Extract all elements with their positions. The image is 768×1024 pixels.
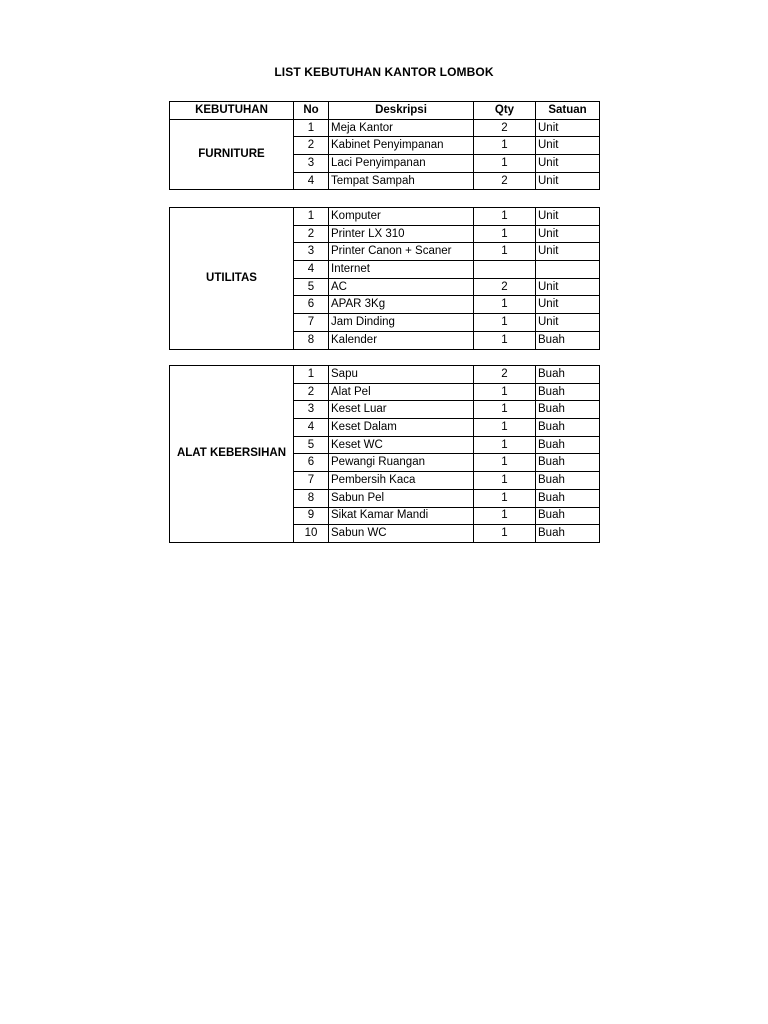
item-unit: Buah [536, 507, 600, 525]
table-row [170, 208, 600, 226]
header-qty: Qty [474, 102, 536, 120]
item-qty: 1 [474, 401, 536, 419]
item-qty: 1 [474, 314, 536, 332]
item-unit: Unit [536, 278, 600, 296]
item-qty: 1 [474, 525, 536, 543]
item-description: Kabinet Penyimpanan [329, 137, 474, 155]
item-no: 2 [294, 383, 329, 401]
item-no: 2 [294, 137, 329, 155]
item-qty: 1 [474, 331, 536, 349]
item-qty: 1 [474, 383, 536, 401]
item-unit: Unit [536, 119, 600, 137]
category-cell: UTILITAS [170, 208, 294, 350]
item-no: 2 [294, 225, 329, 243]
item-no: 3 [294, 401, 329, 419]
item-no: 4 [294, 419, 329, 437]
item-qty: 2 [474, 366, 536, 384]
item-no: 6 [294, 296, 329, 314]
item-unit: Unit [536, 296, 600, 314]
item-no: 5 [294, 278, 329, 296]
item-description: Internet [329, 261, 474, 279]
item-description: Pembersih Kaca [329, 472, 474, 490]
item-qty: 1 [474, 137, 536, 155]
item-unit [536, 261, 600, 279]
item-no: 7 [294, 314, 329, 332]
item-qty: 1 [474, 472, 536, 490]
category-cell: FURNITURE [170, 119, 294, 190]
item-description: Komputer [329, 208, 474, 226]
item-qty: 1 [474, 454, 536, 472]
item-description: Keset Dalam [329, 419, 474, 437]
item-unit: Buah [536, 419, 600, 437]
item-unit: Unit [536, 314, 600, 332]
item-qty: 1 [474, 225, 536, 243]
item-qty: 1 [474, 436, 536, 454]
table-row [170, 119, 600, 137]
item-description: Laci Penyimpanan [329, 155, 474, 173]
item-qty: 1 [474, 155, 536, 173]
item-unit: Unit [536, 155, 600, 173]
item-description: Sapu [329, 366, 474, 384]
item-no: 1 [294, 366, 329, 384]
table-row [170, 366, 600, 384]
item-description: Sabun Pel [329, 489, 474, 507]
item-description: Pewangi Ruangan [329, 454, 474, 472]
item-no: 8 [294, 489, 329, 507]
item-unit: Buah [536, 401, 600, 419]
item-description: AC [329, 278, 474, 296]
item-description: Sikat Kamar Mandi [329, 507, 474, 525]
item-unit: Unit [536, 137, 600, 155]
table-header-row [170, 102, 600, 120]
item-description: Sabun WC [329, 525, 474, 543]
document-title: LIST KEBUTUHAN KANTOR LOMBOK [274, 65, 494, 79]
item-description: Alat Pel [329, 383, 474, 401]
item-unit: Buah [536, 383, 600, 401]
item-description: Keset WC [329, 436, 474, 454]
item-description: Meja Kantor [329, 119, 474, 137]
furniture-table [169, 101, 600, 190]
item-unit: Buah [536, 331, 600, 349]
item-description: Jam Dinding [329, 314, 474, 332]
item-no: 7 [294, 472, 329, 490]
item-qty: 1 [474, 419, 536, 437]
alat-kebersihan-table [169, 365, 600, 543]
utilitas-table [169, 207, 600, 350]
item-unit: Buah [536, 454, 600, 472]
item-no: 3 [294, 155, 329, 173]
header-deskripsi: Deskripsi [329, 102, 474, 120]
item-unit: Unit [536, 208, 600, 226]
item-description: APAR 3Kg [329, 296, 474, 314]
item-unit: Buah [536, 366, 600, 384]
item-no: 10 [294, 525, 329, 543]
item-no: 8 [294, 331, 329, 349]
header-kebutuhan: KEBUTUHAN [170, 102, 294, 120]
item-unit: Buah [536, 472, 600, 490]
item-no: 4 [294, 172, 329, 190]
item-unit: Buah [536, 525, 600, 543]
item-no: 5 [294, 436, 329, 454]
item-qty: 1 [474, 489, 536, 507]
item-qty: 2 [474, 119, 536, 137]
header-no: No [294, 102, 329, 120]
item-qty: 1 [474, 296, 536, 314]
item-unit: Unit [536, 172, 600, 190]
item-unit: Unit [536, 243, 600, 261]
item-qty: 2 [474, 172, 536, 190]
item-qty [474, 261, 536, 279]
item-description: Kalender [329, 331, 474, 349]
item-no: 1 [294, 208, 329, 226]
item-description: Printer LX 310 [329, 225, 474, 243]
item-description: Tempat Sampah [329, 172, 474, 190]
item-qty: 1 [474, 507, 536, 525]
item-no: 6 [294, 454, 329, 472]
item-qty: 2 [474, 278, 536, 296]
item-unit: Unit [536, 225, 600, 243]
item-qty: 1 [474, 243, 536, 261]
item-no: 9 [294, 507, 329, 525]
item-unit: Buah [536, 436, 600, 454]
item-description: Keset Luar [329, 401, 474, 419]
item-description: Printer Canon + Scaner [329, 243, 474, 261]
category-cell: ALAT KEBERSIHAN [170, 366, 294, 543]
item-no: 3 [294, 243, 329, 261]
item-unit: Buah [536, 489, 600, 507]
item-no: 4 [294, 261, 329, 279]
header-satuan: Satuan [536, 102, 600, 120]
item-no: 1 [294, 119, 329, 137]
item-qty: 1 [474, 208, 536, 226]
